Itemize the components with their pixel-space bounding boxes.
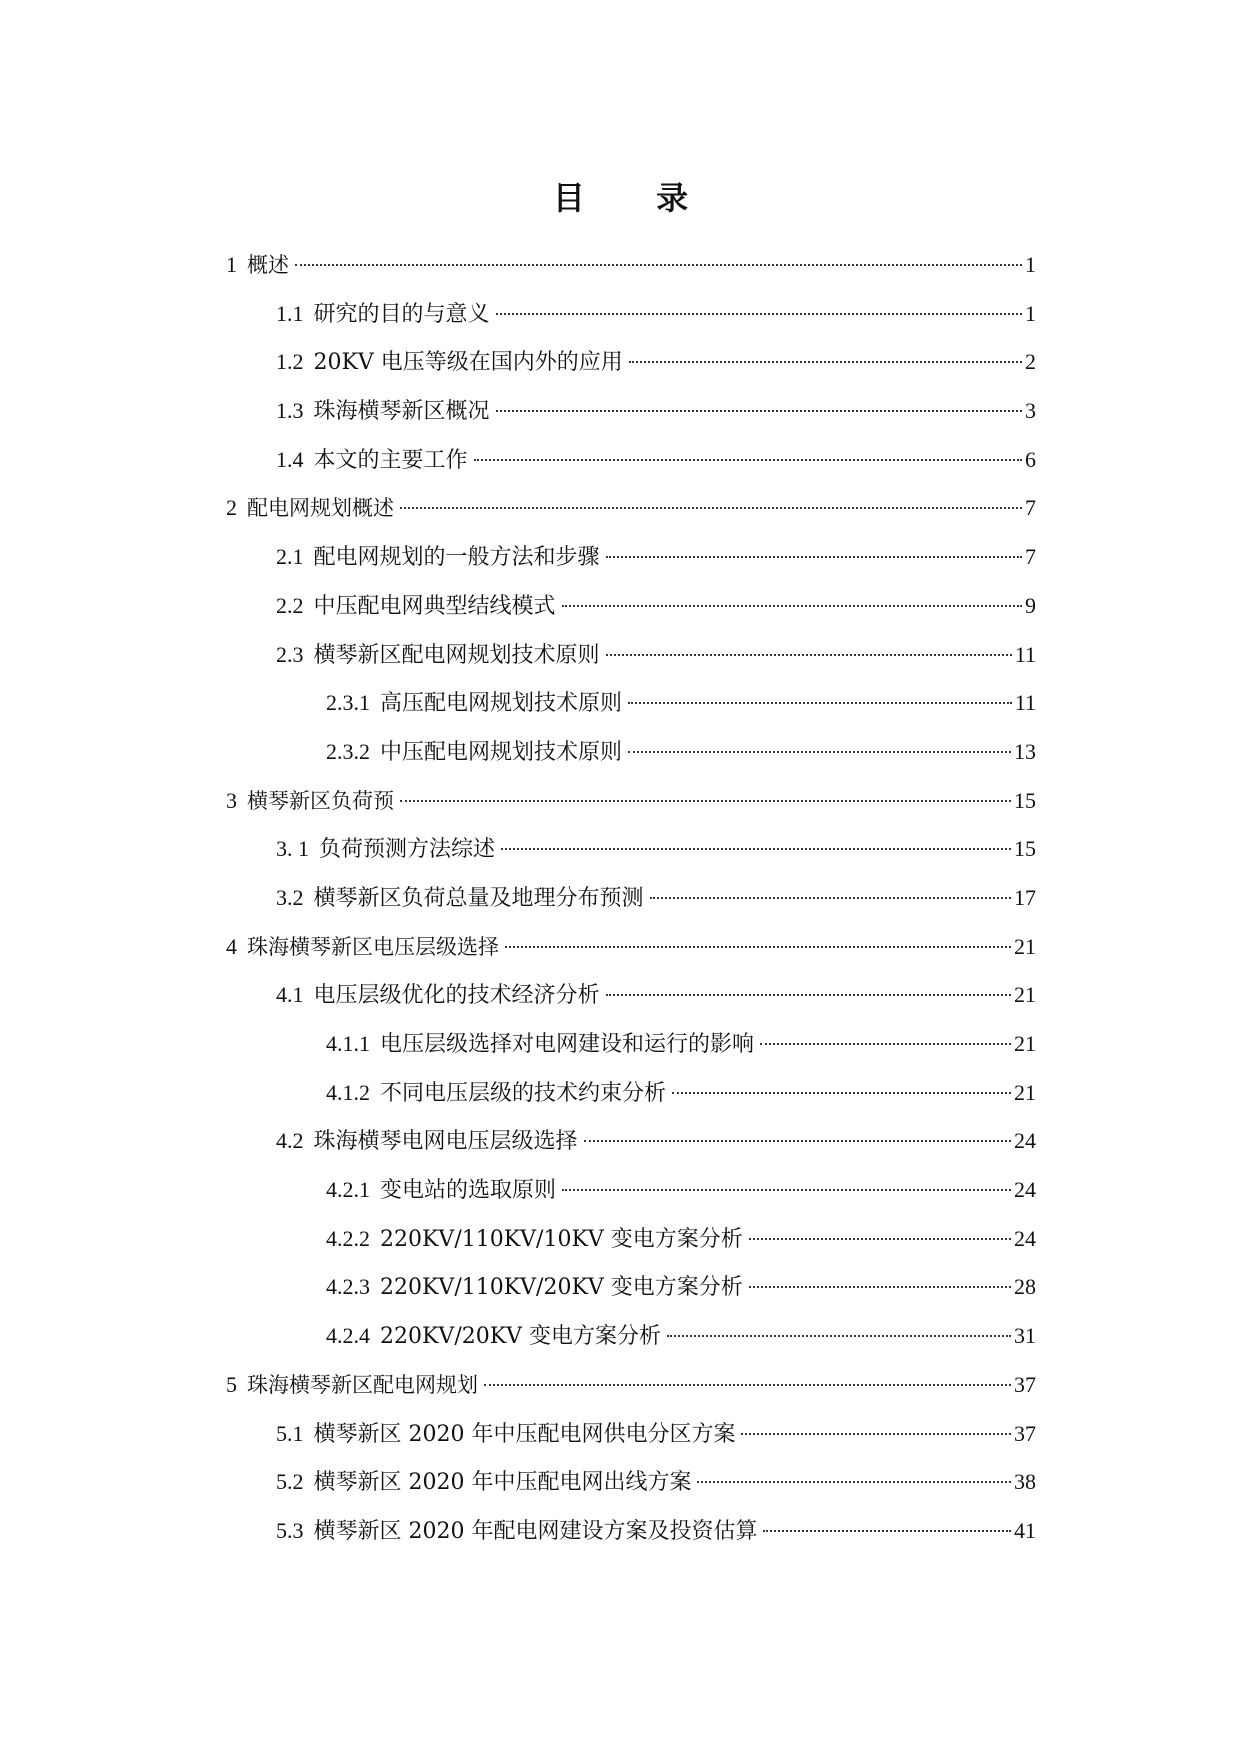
toc-entry[interactable]: [226, 445, 1036, 494]
toc-dot-leader: [584, 1140, 1011, 1142]
toc-entry-page-number: 21: [1014, 1031, 1036, 1056]
toc-entry-label: 配电网规划概述: [247, 496, 394, 521]
toc-dot-leader: [484, 1384, 1011, 1386]
toc-dot-leader: [295, 264, 1022, 266]
toc-entry-number: 2.1: [276, 544, 304, 570]
toc-entry-label: 不同电压层级的技术约束分析: [380, 1080, 667, 1106]
toc-entry-label: 珠海横琴电网电压层级选择: [313, 1129, 578, 1155]
toc-entry[interactable]: [226, 786, 1036, 835]
toc-entry[interactable]: [226, 1272, 1036, 1321]
toc-entry-page-number: 41: [1014, 1517, 1036, 1543]
toc-entry-page-number: 17: [1014, 884, 1036, 910]
toc-entry[interactable]: [226, 493, 1036, 542]
toc-entry-page-number: 37: [1014, 1420, 1036, 1446]
toc-dot-leader: [667, 1335, 1011, 1337]
toc-entry[interactable]: [226, 1516, 1036, 1565]
toc-entry-label: 珠海横琴新区电压层级选择: [247, 934, 499, 959]
toc-entry-label: 高压配电网规划技术原则: [380, 691, 623, 717]
toc-entry-label: 横琴新区负荷预: [247, 788, 394, 813]
toc-entry-number: 4.2.2: [326, 1225, 370, 1251]
toc-entry[interactable]: [226, 883, 1036, 932]
toc-entry-number: 2.3: [276, 641, 304, 667]
toc-entry-number: 3.2: [276, 884, 304, 910]
toc-dot-leader: [697, 1481, 1011, 1483]
toc-entry-page-number: 21: [1014, 933, 1036, 959]
toc-entry[interactable]: [226, 1419, 1036, 1468]
toc-entry[interactable]: [226, 1078, 1036, 1127]
toc-entry-number: 5: [226, 1371, 237, 1397]
toc-entry-page-number: 1: [1025, 300, 1036, 326]
toc-dot-leader: [606, 556, 1022, 558]
toc-entry-label: 横琴新区负荷总量及地理分布预测: [313, 885, 644, 911]
toc-entry[interactable]: [226, 1175, 1036, 1224]
toc-entry-number: 1.1: [276, 300, 304, 326]
toc-entry-page-number: 24: [1014, 1128, 1036, 1154]
toc-entry-number: 4: [226, 933, 237, 959]
toc-dot-leader: [562, 605, 1022, 607]
toc-entry-number: 1.4: [276, 446, 304, 472]
toc-entry-number: 5.3: [276, 1517, 304, 1543]
toc-entry-label: 220KV/110KV/20KV 变电方案分析: [380, 1275, 743, 1301]
toc-entry[interactable]: [226, 591, 1036, 640]
toc-entry-label: 横琴新区 2020 年中压配电网出线方案: [313, 1470, 692, 1496]
toc-entry[interactable]: [226, 1370, 1036, 1419]
toc-entry[interactable]: [226, 1224, 1036, 1273]
toc-entry-label: 电压层级选择对电网建设和运行的影响: [380, 1032, 755, 1057]
toc-entry[interactable]: [226, 250, 1036, 299]
toc-dot-leader: [628, 751, 1011, 753]
toc-entry-label: 本文的主要工作: [313, 447, 468, 473]
toc-entry-page-number: 2: [1025, 349, 1036, 375]
toc-entry[interactable]: [226, 688, 1036, 737]
toc-dot-leader: [496, 313, 1022, 315]
table-of-contents: [226, 250, 1036, 1565]
toc-entry-number: 3. 1: [276, 836, 309, 862]
toc-entry-page-number: 13: [1014, 738, 1036, 764]
toc-dot-leader: [400, 507, 1022, 509]
toc-entry-label: 电压层级优化的技术经济分析: [313, 983, 600, 1009]
toc-entry[interactable]: [226, 1321, 1036, 1370]
toc-entry[interactable]: [226, 1029, 1036, 1078]
toc-entry-page-number: 37: [1014, 1371, 1036, 1397]
toc-entry-number: 2.3.2: [326, 738, 370, 764]
toc-entry[interactable]: [226, 347, 1036, 396]
page-title: 目 录: [552, 179, 719, 217]
toc-entry-number: 2.3.1: [326, 690, 370, 716]
toc-entry-label: 横琴新区配电网规划技术原则: [313, 642, 600, 668]
toc-entry-number: 2.2: [276, 592, 304, 618]
toc-entry-page-number: 11: [1014, 690, 1036, 716]
toc-entry[interactable]: [226, 1126, 1036, 1175]
toc-entry-label: 中压配电网规划技术原则: [380, 739, 623, 765]
toc-dot-leader: [606, 994, 1011, 996]
toc-entry-number: 5.2: [276, 1469, 304, 1495]
toc-entry-page-number: 7: [1025, 544, 1036, 570]
toc-entry-label: 珠海横琴新区配电网规划: [247, 1372, 478, 1397]
toc-dot-leader: [562, 1189, 1011, 1191]
toc-entry-number: 1.2: [276, 349, 304, 375]
toc-entry-label: 20KV 电压等级在国内外的应用: [313, 350, 623, 376]
toc-entry-number: 4.2: [276, 1128, 304, 1154]
toc-dot-leader: [628, 702, 1012, 704]
toc-entry-number: 4.1: [276, 982, 304, 1008]
toc-entry-number: 4.2.1: [326, 1177, 370, 1203]
toc-entry[interactable]: [226, 932, 1036, 981]
toc-entry-page-number: 38: [1014, 1469, 1036, 1495]
toc-entry[interactable]: [226, 640, 1036, 689]
toc-dot-leader: [741, 1433, 1011, 1435]
toc-entry-page-number: 7: [1025, 495, 1036, 521]
toc-dot-leader: [400, 800, 1011, 802]
toc-entry-label: 负荷预测方法综述: [319, 837, 496, 863]
toc-dot-leader: [474, 459, 1022, 461]
toc-entry[interactable]: [226, 396, 1036, 445]
toc-entry[interactable]: [226, 542, 1036, 591]
toc-entry-number: 4.1.1: [326, 1031, 370, 1056]
toc-dot-leader: [606, 654, 1012, 656]
toc-entry-page-number: 3: [1025, 398, 1036, 424]
toc-entry-page-number: 15: [1014, 836, 1036, 862]
toc-dot-leader: [650, 897, 1011, 899]
toc-entry-page-number: 15: [1014, 787, 1036, 813]
toc-entry-page-number: 9: [1025, 592, 1036, 618]
toc-entry-label: 概述: [247, 253, 289, 277]
toc-entry-page-number: 31: [1014, 1323, 1036, 1349]
toc-entry-page-number: 24: [1014, 1177, 1036, 1203]
toc-entry[interactable]: [226, 299, 1036, 348]
toc-entry-page-number: 6: [1025, 446, 1036, 472]
toc-entry[interactable]: [226, 834, 1036, 883]
toc-entry[interactable]: [226, 737, 1036, 786]
toc-entry-number: 1.3: [276, 398, 304, 424]
toc-entry-page-number: 1: [1025, 252, 1036, 277]
toc-entry-page-number: 11: [1014, 641, 1036, 667]
toc-entry-number: 3: [226, 787, 237, 813]
toc-dot-leader: [496, 410, 1022, 412]
toc-entry-label: 中压配电网典型结线模式: [313, 593, 556, 619]
toc-entry-label: 横琴新区 2020 年中压配电网供电分区方案: [313, 1421, 736, 1447]
toc-entry-number: 4.1.2: [326, 1079, 370, 1105]
toc-entry-label: 220KV/20KV 变电方案分析: [380, 1324, 662, 1350]
toc-entry-label: 配电网规划的一般方法和步骤: [313, 545, 600, 571]
toc-entry[interactable]: [226, 980, 1036, 1029]
toc-entry-label: 珠海横琴新区概况: [313, 399, 490, 425]
toc-entry-number: 2: [226, 495, 237, 521]
toc-entry-label: 变电站的选取原则: [380, 1178, 557, 1204]
toc-entry[interactable]: [226, 1467, 1036, 1516]
toc-dot-leader: [505, 946, 1011, 948]
toc-dot-leader: [629, 361, 1022, 363]
toc-entry-page-number: 21: [1014, 1079, 1036, 1105]
toc-entry-label: 研究的目的与意义: [313, 301, 490, 327]
toc-entry-number: 4.2.3: [326, 1274, 370, 1300]
toc-entry-page-number: 24: [1014, 1225, 1036, 1251]
toc-entry-number: 4.2.4: [326, 1323, 370, 1349]
toc-dot-leader: [760, 1043, 1011, 1045]
toc-entry-number: 1: [226, 252, 237, 277]
toc-dot-leader: [501, 848, 1011, 850]
toc-entry-number: 5.1: [276, 1420, 304, 1446]
toc-dot-leader: [763, 1530, 1011, 1532]
toc-dot-leader: [672, 1092, 1011, 1094]
toc-dot-leader: [749, 1286, 1011, 1288]
toc-entry-label: 220KV/110KV/10KV 变电方案分析: [380, 1226, 743, 1252]
toc-entry-page-number: 28: [1014, 1274, 1036, 1300]
toc-dot-leader: [749, 1238, 1011, 1240]
toc-entry-page-number: 21: [1014, 982, 1036, 1008]
toc-entry-label: 横琴新区 2020 年配电网建设方案及投资估算: [313, 1518, 758, 1544]
